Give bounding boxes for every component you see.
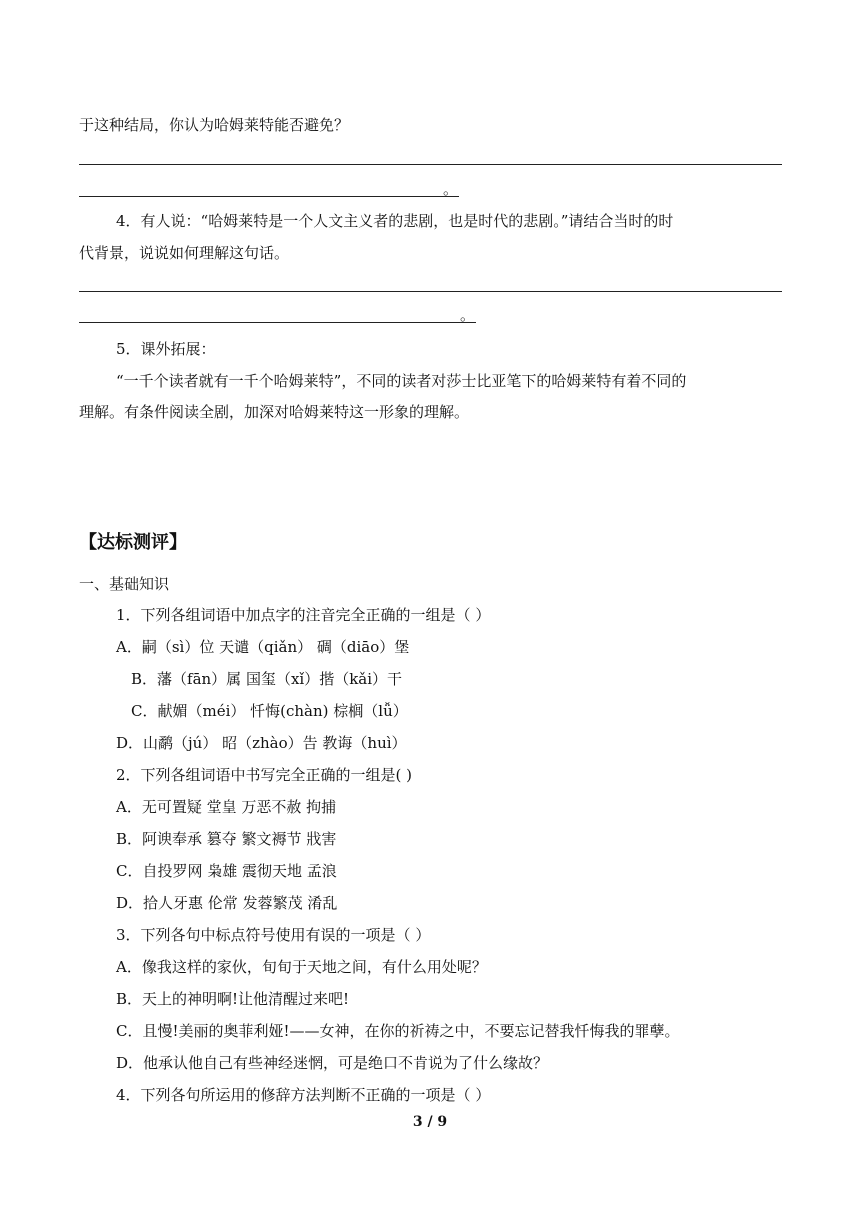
period-mark: 。: [443, 180, 459, 198]
question-4-text: 4．有人说：“哈姆莱特是一个人文主义者的悲剧，也是时代的悲剧。”请结合当时的时: [116, 212, 674, 230]
question-1-option-d: D．山鹬（jú） 昭（zhào）告 教诲（huì）: [116, 734, 407, 752]
answer-line: [79, 291, 782, 292]
answer-line: [79, 196, 459, 197]
answer-line: [79, 164, 782, 165]
question-2-option-c: C．自投罗网 枭雄 震彻天地 孟浪: [116, 862, 337, 880]
section-subheading: 一、基础知识: [79, 575, 170, 593]
question-4-text-cont: 代背景，说说如何理解这句话。: [79, 244, 290, 262]
question-5-text: “一千个读者就有一千个哈姆莱特”，不同的读者对莎士比亚笔下的哈姆莱特有着不同的: [116, 372, 687, 390]
question-3-option-c: C．且慢!美丽的奥菲利娅!——女神，在你的祈祷之中，不要忘记替我忏悔我的罪孽。: [116, 1022, 680, 1040]
question-2-option-b: B．阿谀奉承 篡夺 繁文褥节 戕害: [116, 830, 337, 848]
question-2-option-d: D．拾人牙惠 伦常 发蓉繁茂 淆乱: [116, 894, 338, 912]
question-3-option-d: D．他承认他自己有些神经迷惘，可是绝口不肯说为了什么缘故？: [116, 1054, 549, 1072]
question-4-stem: 4．下列各句所运用的修辞方法判断不正确的一项是（ ）: [116, 1086, 491, 1104]
question-2-stem: 2．下列各组词语中书写完全正确的一组是( ): [116, 766, 413, 784]
question-1-option-c: C．献媚（méi） 忏悔(chàn) 棕榈（lǚ）: [131, 702, 408, 720]
question-1-option-a: A．嗣（sì）位 天谴（qiǎn） 碉（diāo）堡: [116, 638, 410, 656]
question-2-option-a: A．无可置疑 堂皇 万恶不赦 拘捕: [116, 798, 337, 816]
section-heading: 【达标测评】: [79, 532, 187, 553]
question-5-text-cont: 理解。有条件阅读全剧，加深对哈姆莱特这一形象的理解。: [79, 403, 470, 421]
answer-line: [79, 322, 476, 323]
page-number: 3 / 9: [412, 1114, 448, 1130]
question-5-title: 5．课外拓展：: [116, 340, 216, 358]
question-text: 于这种结局，你认为哈姆莱特能否避免？: [79, 116, 350, 134]
question-1-stem: 1．下列各组词语中加点字的注音完全正确的一组是（ ）: [116, 606, 491, 624]
period-mark: 。: [460, 306, 476, 324]
question-3-option-a: A．像我这样的家伙，旬旬于天地之间，有什么用处呢？: [116, 958, 487, 976]
question-3-option-b: B．天上的神明啊!让他清醒过来吧!: [116, 990, 350, 1008]
question-1-option-b: B．藩（fān）属 国玺（xǐ）揩（kǎi）干: [131, 670, 403, 688]
question-3-stem: 3．下列各句中标点符号使用有误的一项是（ ）: [116, 926, 431, 944]
